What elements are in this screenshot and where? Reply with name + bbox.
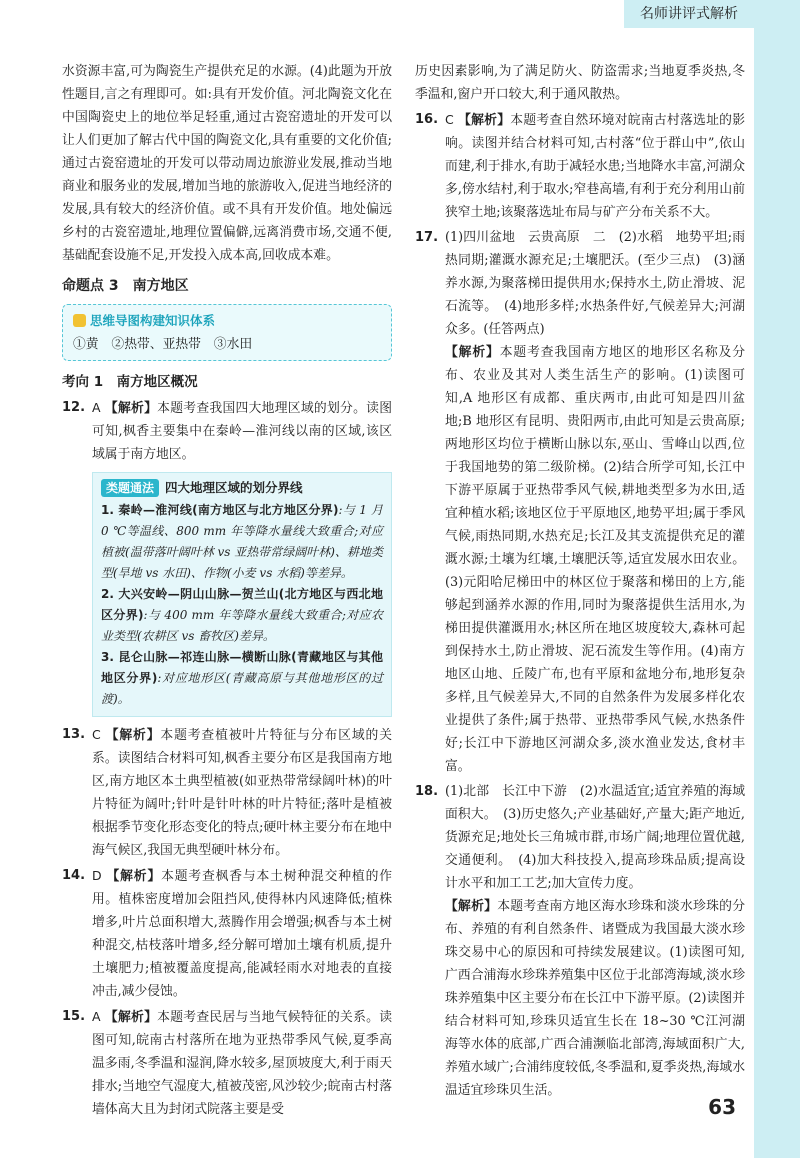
analysis-label: 【解析】 xyxy=(445,899,498,914)
mind-map-box xyxy=(62,304,392,361)
mind-map-icon xyxy=(73,314,86,327)
right-margin-band xyxy=(754,0,800,1158)
analysis-label: 【解析】 xyxy=(104,401,158,416)
analysis-text: 本题考查南方地区海水珍珠和淡水珍珠的分布、养殖的有利自然条件、诸暨成为我国最大淡水珍珠交易中心的原因和可持续发展建议。(1)读图可知,广西合浦海水珍珠养殖集中区位于北部湾海域,淡水珍珠养殖集中区主要分布在长江中下游平原。(2)读图并结合材料可知,珍珠贝适宜生长在 18~30 ℃江河湖海等水体的底部,广西合浦濒临北部湾,海域面积广大,养殖水域广;合浦纬度较低,冬季温和,夏季炎热,海域水温适宜珍珠贝生活。 xyxy=(445,899,745,1098)
question-number: 15. xyxy=(62,1009,86,1024)
question-14 xyxy=(62,864,392,1003)
header-title: 名师讲评式解析 xyxy=(624,0,754,28)
answer-letter: D xyxy=(92,868,102,883)
question-18 xyxy=(415,780,745,1102)
kaoxiang-title: 考向 1 南方地区概况 xyxy=(62,374,198,390)
question-number: 13. xyxy=(62,727,86,742)
question-number: 14. xyxy=(62,868,86,883)
answer-letter: C xyxy=(445,112,454,127)
answer-letter: A xyxy=(92,1009,101,1024)
analysis-label: 【解析】 xyxy=(458,113,511,128)
mind-map-answer: ①黄 ②热带、亚热带 ③水田 xyxy=(73,337,253,352)
mind-map-title: 思维导图构建知识体系 xyxy=(90,313,216,328)
answer-text: (1)四川盆地 云贵高原 二 (2)水稻 地势平坦;雨热同期;灌溉水源充足;土壤肥沃。(至少三点) (3)涵养水源,为聚落梯田提供用水;保持水土,防止滑坡、泥石流等。 (4)地形多样;水热条件好,气候差异大;河湖众多。(任答两点) xyxy=(445,230,745,337)
question-number: 12. xyxy=(62,400,86,415)
analysis-text: 本题考查植被叶片特征与分布区域的关系。读图结合材料可知,枫香主要分布区是我国南方地区,南方地区本土典型植被(如亚热带常绿阔叶林)的叶片特征为阔叶;针叶是针叶林的叶片特征;落叶是植被根据季节变化形态变化的特点;硬叶林主要分布在地中海气候区,我国无典型硬叶林分布。 xyxy=(92,728,392,858)
analysis-label: 【解析】 xyxy=(104,1010,158,1025)
tip-item: 3. 昆仑山脉—祁连山脉—横断山脉(青藏地区与其他地区分界):对应地形区(青藏高原与其他地形区的过渡)。 xyxy=(101,650,383,706)
section-title: 命题点 3 南方地区 xyxy=(62,278,189,294)
method-tip-box xyxy=(92,472,392,717)
method-tag: 类题通法 xyxy=(101,479,159,497)
question-12 xyxy=(62,396,392,466)
question-number: 18. xyxy=(415,784,439,799)
analysis-label: 【解析】 xyxy=(106,869,162,884)
analysis-text: 本题考查我国四大地理区域的划分。读图可知,枫香主要集中在秦岭—淮河线以南的区域,该区域属于南方地区。 xyxy=(92,401,393,462)
question-13 xyxy=(62,723,392,862)
analysis-label: 【解析】 xyxy=(105,728,161,743)
question-17 xyxy=(415,226,745,778)
answer-letter: C xyxy=(92,727,101,742)
method-title: 四大地理区域的划分界线 xyxy=(165,480,303,495)
question-number: 16. xyxy=(415,112,439,127)
analysis-text: 本题考查民居与当地气候特征的关系。读图可知,皖南古村落所在地为亚热带季风气候,夏季高温多雨,冬季温和湿润,降水较多,屋顶坡度大,利于雨天排水;当地空气湿度大,植被茂密,风沙较少;皖南古村落墙体高大且为封闭式院落主要是受 xyxy=(92,1010,393,1117)
analysis-text: 本题考查枫香与本土树种混交种植的作用。植株密度增加会阻挡风,使得林内风速降低;植株增多,叶片总面积增大,蒸腾作用会增强;枫香与本土树种混交,枯枝落叶增多,经分解可增加土壤有机质,提升土壤肥力;植被覆盖度提高,能减轻雨水对地表的直接冲击,减少侵蚀。 xyxy=(92,869,392,999)
question-number: 17. xyxy=(415,230,439,245)
tip-item: 1. 秦岭—淮河线(南方地区与北方地区分界):与 1 月 0 ℃等温线、800 mm 年等降水量线大致重合;对应植被(温带落叶阔叶林 vs 亚热带常绿阔叶林)、耕地类型(旱地 vs 水田)、作物(小麦 vs 水稻)等差异。 xyxy=(101,503,383,580)
analysis-label: 【解析】 xyxy=(445,345,500,360)
analysis-text: 本题考查我国南方地区的地形区名称及分布、农业及其对人类生活生产的影响。(1)读图可知,A 地形区有成都、重庆两市,由此可知是四川盆地;B 地形区有昆明、贵阳两市,由此可知是云贵高原;两地形区均位于横断山脉以东,巫山、雪峰山以西,位于我国地势的第二级阶梯。(2)结合所学可知,长江中下游平原属于亚热带季风气候,耕地类型多为水田,适宜种植水稻;该地区位于平原地区,地势平坦;属于季风气候,雨热同期,水热充足;长江及其支流提供充足的灌溉水源;土壤为红壤,土壤肥沃等,适宜发展水田农业。(3)元阳哈尼梯田中的林区位于聚落和梯田的上方,能够起到涵养水源的作用,同时为聚落提供生活用水,为梯田提供灌溉用水;林区所在地区坡度较大,森林可起到保持水土,防止滑坡、泥石流发生等作用。(4)南方地区山地、丘陵广布,也有平原和盆地分布,地形复杂多样,且气候差异大,不同的自然条件为发展多样化农业提供了条件;属于热带、亚热带季风气候,水热条件好;长江中下游地区河湖众多,淡水渔业发达,食材丰富。 xyxy=(445,345,746,774)
page-number: 63 xyxy=(708,1095,736,1119)
answer-letter: A xyxy=(92,400,101,415)
question-16 xyxy=(415,108,745,224)
question-15 xyxy=(62,1005,392,1121)
continued-paragraph: 历史因素影响,为了满足防火、防盗需求;当地夏季炎热,冬季温和,窗户开口较大,利于通风散热。 xyxy=(415,64,745,102)
analysis-text: 本题考查自然环境对皖南古村落选址的影响。读图并结合材料可知,古村落“位于群山中”,依山而建,利于排水,有助于减轻水患;当地降水丰富,河湖众多,傍水结村,利于取水;窄巷高墙,有利于充分利用山前狭窄土地;该聚落选址布局与矿产分布关系不大。 xyxy=(445,113,745,220)
answer-text: (1)北部 长江中下游 (2)水温适宜;适宜养殖的海域面积大。 (3)历史悠久;产业基础好,产量大;距产地近,货源充足;地处长三角城市群,市场广阔;地理位置优越,交通便利。 (4)加大科技投入,提高珍珠品质;提高设计水平和加工工艺;加大宣传力度。 xyxy=(445,784,745,891)
tip-item: 2. 大兴安岭—阴山山脉—贺兰山(北方地区与西北地区分界):与 400 mm 年等降水量线大致重合;对应农业类型(农耕区 vs 畜牧区)差异。 xyxy=(101,587,383,643)
intro-paragraph: 水资源丰富,可为陶瓷生产提供充足的水源。(4)此题为开放性题目,言之有理即可。如:具有开发价值。河北陶瓷文化在中国陶瓷史上的地位举足轻重,通过古瓷窑遗址的开发可以让人们更加了解古代中国的陶瓷文化,具有重要的文化价值;通过古瓷窑遗址的开发可以带动周边旅游业发展,推动当地商业和服务业的发展,增加当地的旅游收入,促进当地经济的发展,具有较大的经济价值。或不具有开发价值。地处偏远乡村的古瓷窑遗址,地理位置偏僻,远离消费市场,交通不便,基础配套设施不足,开发投入成本高,回收成本难。 xyxy=(62,64,392,263)
left-column xyxy=(62,60,392,1121)
right-column xyxy=(415,60,745,1102)
